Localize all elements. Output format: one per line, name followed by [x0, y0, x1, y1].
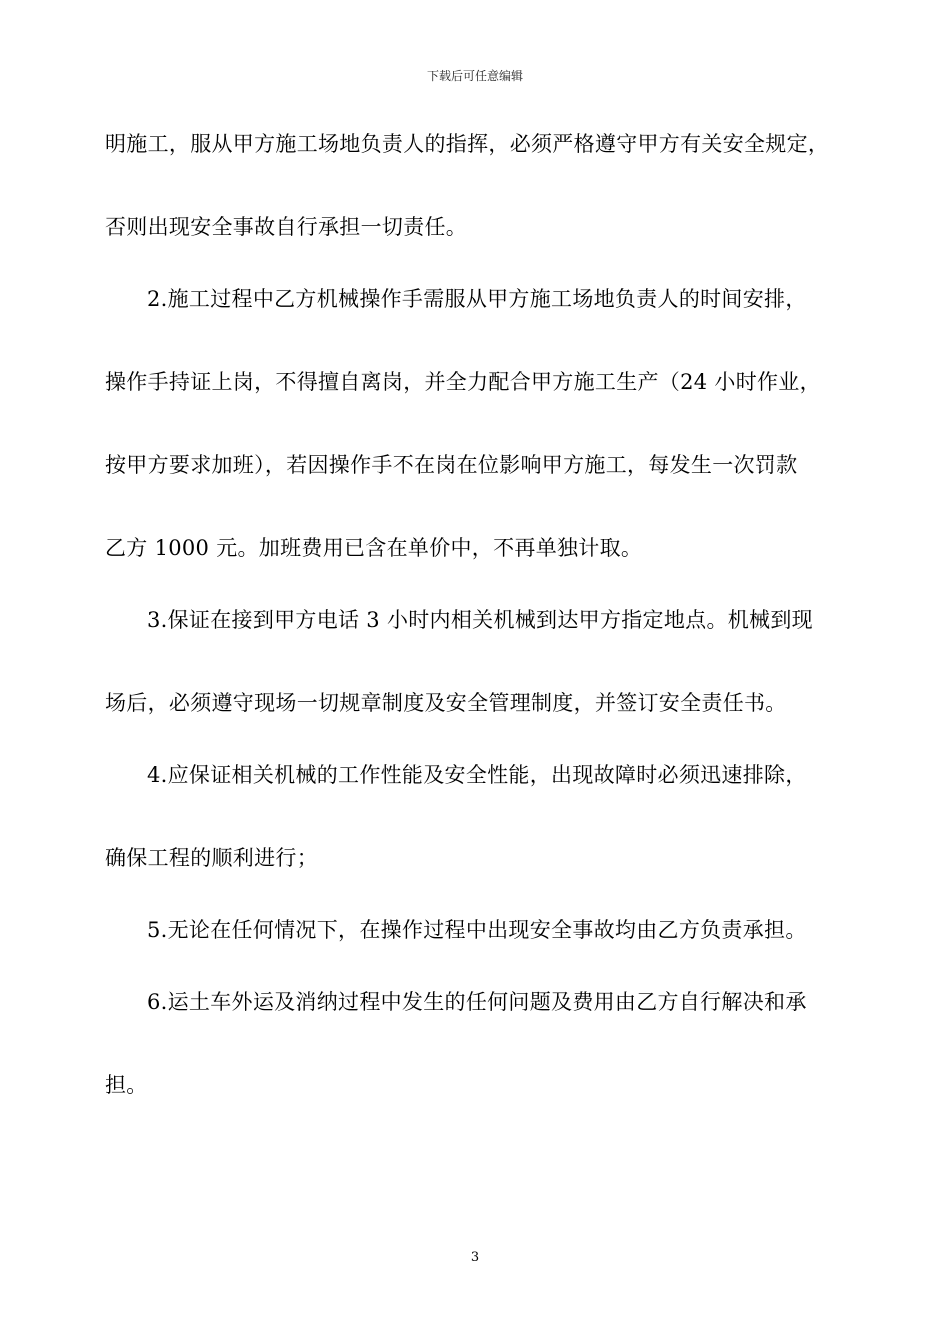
text-line: 乙方 1000 元。加班费用已含在单价中，不再单独计取。 [105, 536, 643, 560]
header-note: 下载后可任意编辑 [426, 69, 523, 83]
body-text [105, 124, 865, 1148]
text-line: 操作手持证上岗，不得擅自离岗，并全力配合甲方施工生产（24 小时作业， [105, 370, 821, 394]
text-line: 场后，必须遵守现场一切规章制度及安全管理制度，并签订安全责任书。 [105, 691, 787, 715]
text-line: 3.保证在接到甲方电话 3 小时内相关机械到达甲方指定地点。机械到现 [147, 608, 813, 632]
text-line: 6.运土车外运及消纳过程中发生的任何问题及费用由乙方自行解决和承 [147, 990, 807, 1014]
text-line: 5.无论在任何情况下，在操作过程中出现安全事故均由乙方负责承担。 [147, 918, 807, 942]
text-line: 2.施工过程中乙方机械操作手需服从甲方施工场地负责人的时间安排， [147, 287, 807, 311]
text-line: 否则出现安全事故自行承担一切责任。 [105, 215, 468, 239]
page-number: 3 [470, 1250, 480, 1265]
text-line: 按甲方要求加班），若因操作手不在岗在位影响甲方施工，每发生一次罚款 [105, 453, 798, 477]
text-line: 担。 [105, 1073, 148, 1097]
text-line: 明施工，服从甲方施工场地负责人的指挥，必须严格遵守甲方有关安全规定， [105, 132, 830, 156]
text-line: 4.应保证相关机械的工作性能及安全性能，出现故障时必须迅速排除， [147, 763, 807, 787]
text-line: 确保工程的顺利进行； [105, 846, 318, 870]
